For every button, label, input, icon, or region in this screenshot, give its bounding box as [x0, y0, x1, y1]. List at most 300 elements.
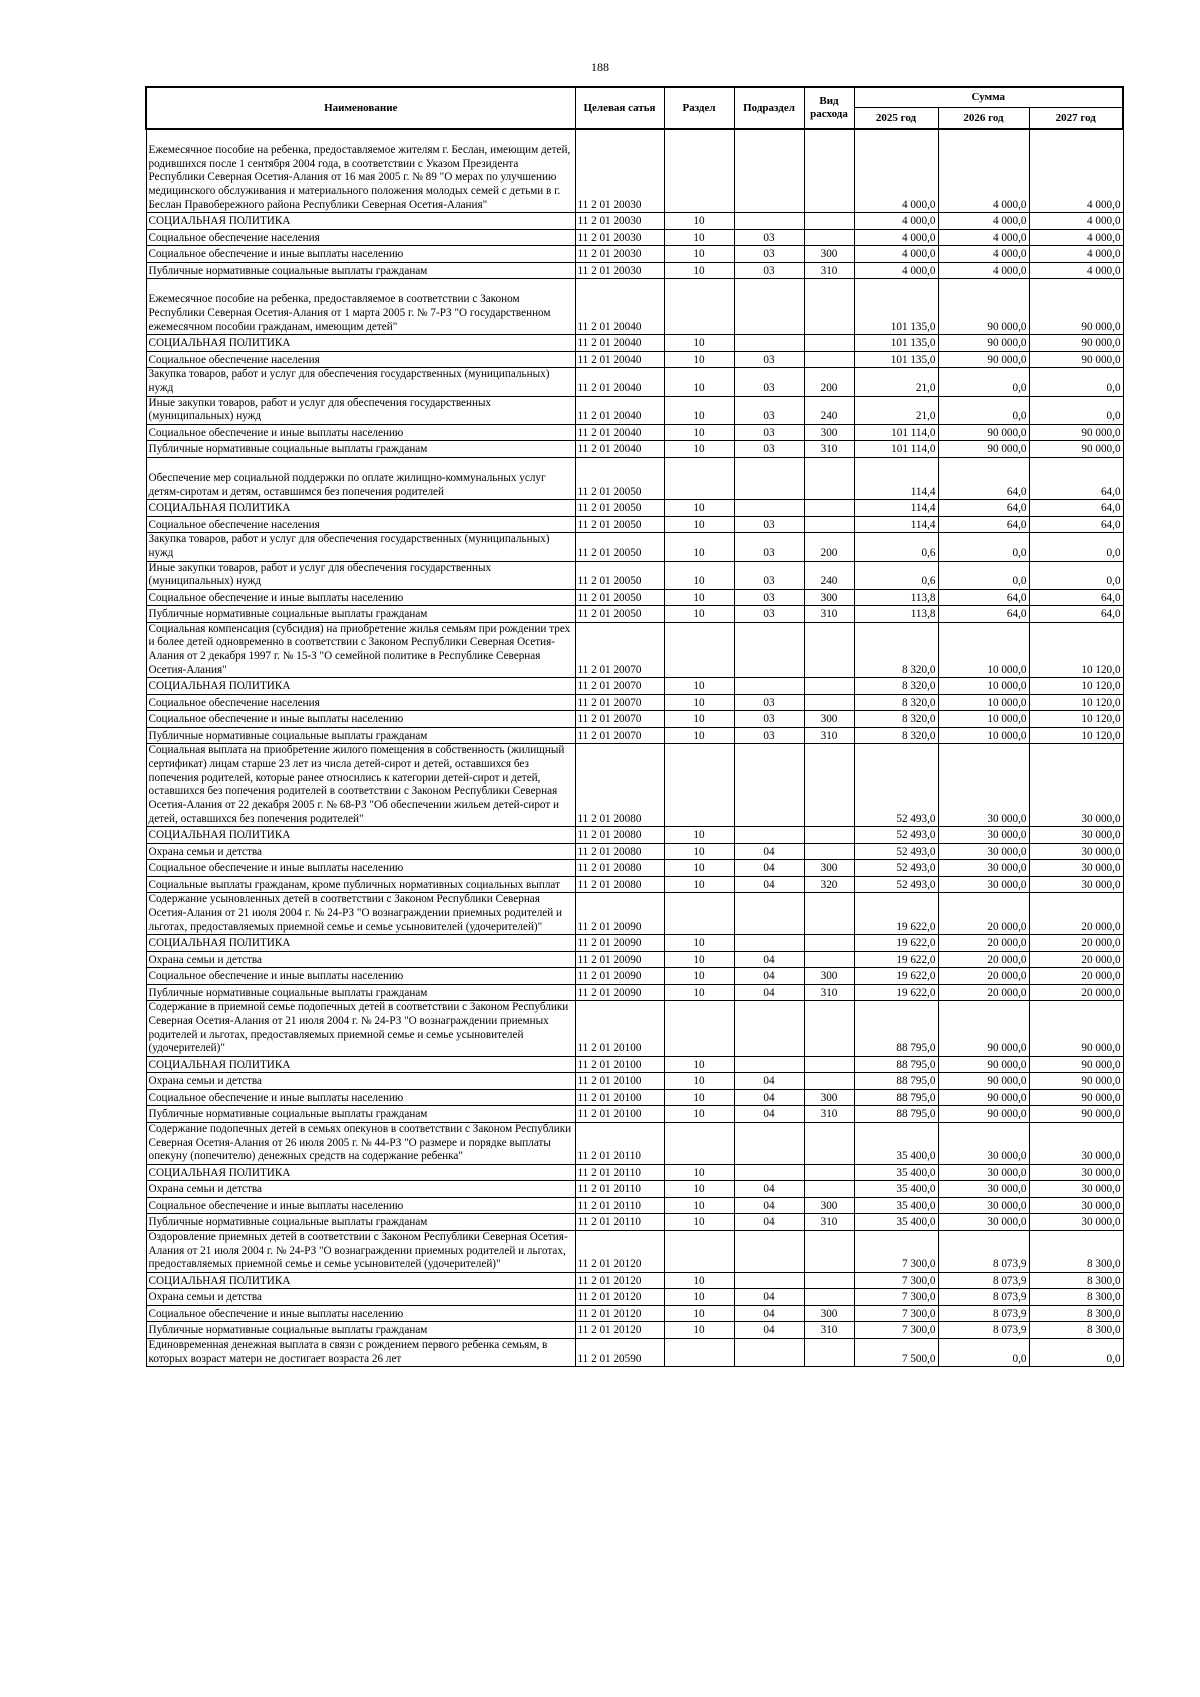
row-section: 10 — [664, 1089, 734, 1106]
row-subsection: 03 — [734, 262, 804, 279]
row-amount-2026: 4 000,0 — [938, 262, 1029, 279]
row-amount-2026: 90 000,0 — [938, 1056, 1029, 1073]
row-section: 10 — [664, 606, 734, 623]
row-target-code: 11 2 01 20100 — [575, 1089, 664, 1106]
row-section: 10 — [664, 246, 734, 263]
row-subsection — [734, 1164, 804, 1181]
row-name: Публичные нормативные социальные выплаты гражданам — [146, 606, 575, 623]
table-row — [146, 1338, 1123, 1366]
row-name: Социальное обеспечение населения — [146, 516, 575, 533]
row-expense-type: 310 — [804, 984, 854, 1001]
table-row — [146, 951, 1123, 968]
row-target-code: 11 2 01 20030 — [575, 129, 664, 213]
row-amount-2025: 35 400,0 — [854, 1197, 938, 1214]
row-expense-type: 300 — [804, 1089, 854, 1106]
row-section: 10 — [664, 516, 734, 533]
table-row — [146, 1089, 1123, 1106]
row-subsection: 04 — [734, 951, 804, 968]
row-expense-type: 300 — [804, 860, 854, 877]
table-row — [146, 860, 1123, 877]
table-row — [146, 533, 1123, 561]
row-amount-2025: 114,4 — [854, 516, 938, 533]
row-amount-2025: 52 493,0 — [854, 876, 938, 893]
row-target-code: 11 2 01 20040 — [575, 279, 664, 335]
row-target-code: 11 2 01 20030 — [575, 213, 664, 230]
row-amount-2025: 88 795,0 — [854, 1056, 938, 1073]
row-amount-2027: 64,0 — [1029, 606, 1123, 623]
row-target-code: 11 2 01 20050 — [575, 561, 664, 589]
row-expense-type — [804, 1073, 854, 1090]
table-row — [146, 229, 1123, 246]
row-name: Закупка товаров, работ и услуг для обеспечения государственных (муниципальных) нужд — [146, 533, 575, 561]
row-subsection: 03 — [734, 229, 804, 246]
row-amount-2025: 4 000,0 — [854, 229, 938, 246]
row-amount-2026: 30 000,0 — [938, 744, 1029, 827]
row-amount-2027: 20 000,0 — [1029, 951, 1123, 968]
row-expense-type: 320 — [804, 876, 854, 893]
row-amount-2027: 20 000,0 — [1029, 968, 1123, 985]
row-target-code: 11 2 01 20030 — [575, 262, 664, 279]
row-amount-2027: 30 000,0 — [1029, 1181, 1123, 1198]
row-subsection: 03 — [734, 424, 804, 441]
row-section: 10 — [664, 860, 734, 877]
row-amount-2027: 90 000,0 — [1029, 351, 1123, 368]
row-amount-2026: 10 000,0 — [938, 711, 1029, 728]
row-name: Публичные нормативные социальные выплаты гражданам — [146, 262, 575, 279]
row-target-code: 11 2 01 20090 — [575, 951, 664, 968]
row-name: Социальное обеспечение населения — [146, 229, 575, 246]
row-name: Социальная выплата на приобретение жилого помещения в собственность (жилищный сертификат) лицам старше 23 лет из числа детей-сирот и детей, оставшихся без попечения родителей, которые ранее относились к категории детей-сирот и детей, оставшихся без попечения родителей в соответствии с Законом Республики Северная Осетия-Алания от 22 декабря 2005 г. № 68-РЗ "Об обеспечении жильем детей-сирот и детей, оставшихся без попечения родителей" — [146, 744, 575, 827]
table-row — [146, 351, 1123, 368]
row-section: 10 — [664, 1106, 734, 1123]
row-target-code: 11 2 01 20080 — [575, 843, 664, 860]
row-amount-2025: 113,8 — [854, 606, 938, 623]
row-subsection: 03 — [734, 694, 804, 711]
row-name: СОЦИАЛЬНАЯ ПОЛИТИКА — [146, 500, 575, 517]
row-amount-2025: 0,6 — [854, 533, 938, 561]
row-subsection — [734, 457, 804, 499]
row-amount-2025: 7 300,0 — [854, 1305, 938, 1322]
row-amount-2027: 20 000,0 — [1029, 893, 1123, 935]
row-target-code: 11 2 01 20040 — [575, 424, 664, 441]
row-section: 10 — [664, 984, 734, 1001]
row-subsection: 03 — [734, 396, 804, 424]
row-amount-2026: 8 073,9 — [938, 1322, 1029, 1339]
row-target-code: 11 2 01 20040 — [575, 368, 664, 396]
header-year-2027: 2027 год — [1029, 108, 1123, 130]
table-row — [146, 1164, 1123, 1181]
row-expense-type — [804, 744, 854, 827]
row-expense-type: 310 — [804, 1106, 854, 1123]
row-expense-type: 310 — [804, 606, 854, 623]
row-target-code: 11 2 01 20070 — [575, 711, 664, 728]
row-expense-type — [804, 893, 854, 935]
table-row — [146, 129, 1123, 213]
row-expense-type: 310 — [804, 1214, 854, 1231]
row-amount-2025: 101 135,0 — [854, 351, 938, 368]
row-target-code: 11 2 01 20030 — [575, 246, 664, 263]
row-target-code: 11 2 01 20050 — [575, 500, 664, 517]
row-amount-2027: 30 000,0 — [1029, 827, 1123, 844]
header-expense-type: Вид расхода — [804, 87, 854, 129]
row-expense-type — [804, 335, 854, 352]
row-name: Оздоровление приемных детей в соответствии с Законом Республики Северная Осетия-Алания от 21 июля 2004 г. № 24-РЗ "О вознаграждении приемных родителей и льготах, предоставляемых приемной семье и семье усыновителей (удочерителей)" — [146, 1230, 575, 1272]
row-subsection: 03 — [734, 441, 804, 458]
row-expense-type: 300 — [804, 968, 854, 985]
row-target-code: 11 2 01 20120 — [575, 1289, 664, 1306]
header-subsection: Подраздел — [734, 87, 804, 129]
row-expense-type — [804, 843, 854, 860]
row-subsection: 04 — [734, 1214, 804, 1231]
row-amount-2027: 8 300,0 — [1029, 1322, 1123, 1339]
row-expense-type — [804, 1056, 854, 1073]
table-row — [146, 457, 1123, 499]
row-amount-2025: 7 300,0 — [854, 1272, 938, 1289]
row-amount-2026: 30 000,0 — [938, 1122, 1029, 1164]
row-target-code: 11 2 01 20050 — [575, 533, 664, 561]
row-amount-2025: 35 400,0 — [854, 1181, 938, 1198]
row-subsection: 04 — [734, 984, 804, 1001]
header-sum: Сумма — [854, 87, 1123, 108]
row-subsection — [734, 213, 804, 230]
row-amount-2027: 30 000,0 — [1029, 1164, 1123, 1181]
table-row — [146, 1289, 1123, 1306]
row-amount-2025: 8 320,0 — [854, 711, 938, 728]
row-target-code: 11 2 01 20110 — [575, 1197, 664, 1214]
row-section: 10 — [664, 441, 734, 458]
table-row — [146, 441, 1123, 458]
row-subsection: 04 — [734, 1289, 804, 1306]
row-amount-2027: 20 000,0 — [1029, 935, 1123, 952]
row-name: Социальные выплаты гражданам, кроме публичных нормативных социальных выплат — [146, 876, 575, 893]
row-expense-type — [804, 1272, 854, 1289]
row-expense-type: 310 — [804, 1322, 854, 1339]
row-name: Охрана семьи и детства — [146, 951, 575, 968]
row-name: Обеспечение мер социальной поддержки по оплате жилищно-коммунальных услуг детям-сиротам и детям, оставшимся без попечения родителей — [146, 457, 575, 499]
row-target-code: 11 2 01 20090 — [575, 935, 664, 952]
table-row — [146, 368, 1123, 396]
row-amount-2025: 4 000,0 — [854, 246, 938, 263]
row-amount-2025: 35 400,0 — [854, 1164, 938, 1181]
row-subsection: 03 — [734, 606, 804, 623]
row-expense-type: 300 — [804, 246, 854, 263]
row-amount-2025: 88 795,0 — [854, 1089, 938, 1106]
row-amount-2027: 20 000,0 — [1029, 984, 1123, 1001]
row-target-code: 11 2 01 20110 — [575, 1164, 664, 1181]
row-section: 10 — [664, 335, 734, 352]
row-section: 10 — [664, 951, 734, 968]
row-name: Содержание подопечных детей в семьях опекунов в соответствии с Законом Республики Северная Осетия-Алания от 26 июля 2005 г. № 44-РЗ "О размере и порядке выплаты опекуну (попечителю) денежных средств на содержание ребенка" — [146, 1122, 575, 1164]
row-name: Публичные нормативные социальные выплаты гражданам — [146, 727, 575, 744]
row-amount-2027: 90 000,0 — [1029, 441, 1123, 458]
row-amount-2027: 8 300,0 — [1029, 1272, 1123, 1289]
row-amount-2026: 30 000,0 — [938, 1197, 1029, 1214]
row-subsection: 04 — [734, 1305, 804, 1322]
row-amount-2026: 90 000,0 — [938, 279, 1029, 335]
row-target-code: 11 2 01 20070 — [575, 727, 664, 744]
row-section: 10 — [664, 500, 734, 517]
row-expense-type — [804, 1122, 854, 1164]
row-expense-type — [804, 213, 854, 230]
row-target-code: 11 2 01 20050 — [575, 457, 664, 499]
row-name: Публичные нормативные социальные выплаты гражданам — [146, 1322, 575, 1339]
row-section: 10 — [664, 935, 734, 952]
row-section: 10 — [664, 1164, 734, 1181]
row-amount-2027: 64,0 — [1029, 500, 1123, 517]
table-row — [146, 1322, 1123, 1339]
row-subsection: 04 — [734, 1073, 804, 1090]
row-subsection — [734, 1272, 804, 1289]
row-subsection — [734, 622, 804, 678]
row-name: СОЦИАЛЬНАЯ ПОЛИТИКА — [146, 827, 575, 844]
row-expense-type — [804, 1338, 854, 1366]
row-section — [664, 622, 734, 678]
table-row — [146, 561, 1123, 589]
row-subsection — [734, 1056, 804, 1073]
row-subsection — [734, 678, 804, 695]
row-subsection — [734, 744, 804, 827]
row-expense-type: 300 — [804, 424, 854, 441]
row-amount-2027: 0,0 — [1029, 396, 1123, 424]
row-amount-2026: 20 000,0 — [938, 968, 1029, 985]
table-row — [146, 213, 1123, 230]
row-subsection — [734, 1122, 804, 1164]
row-amount-2026: 90 000,0 — [938, 1001, 1029, 1057]
row-name: СОЦИАЛЬНАЯ ПОЛИТИКА — [146, 678, 575, 695]
row-amount-2026: 0,0 — [938, 561, 1029, 589]
row-subsection: 04 — [734, 1089, 804, 1106]
row-section — [664, 1122, 734, 1164]
row-subsection: 03 — [734, 351, 804, 368]
row-section — [664, 744, 734, 827]
row-section: 10 — [664, 1181, 734, 1198]
row-name: Социальное обеспечение населения — [146, 694, 575, 711]
row-expense-type: 310 — [804, 441, 854, 458]
row-amount-2026: 10 000,0 — [938, 694, 1029, 711]
row-expense-type: 310 — [804, 262, 854, 279]
row-amount-2027: 30 000,0 — [1029, 843, 1123, 860]
row-amount-2027: 10 120,0 — [1029, 727, 1123, 744]
row-amount-2026: 90 000,0 — [938, 441, 1029, 458]
table-row — [146, 246, 1123, 263]
row-name: СОЦИАЛЬНАЯ ПОЛИТИКА — [146, 335, 575, 352]
row-amount-2027: 90 000,0 — [1029, 1001, 1123, 1057]
row-amount-2025: 4 000,0 — [854, 262, 938, 279]
table-row — [146, 1214, 1123, 1231]
row-expense-type: 300 — [804, 1197, 854, 1214]
table-row — [146, 424, 1123, 441]
table-header — [146, 87, 1123, 129]
row-amount-2026: 20 000,0 — [938, 935, 1029, 952]
table-row — [146, 1073, 1123, 1090]
row-amount-2025: 4 000,0 — [854, 213, 938, 230]
row-section: 10 — [664, 1073, 734, 1090]
row-amount-2026: 8 073,9 — [938, 1305, 1029, 1322]
table-row — [146, 335, 1123, 352]
row-amount-2026: 64,0 — [938, 516, 1029, 533]
row-amount-2026: 20 000,0 — [938, 984, 1029, 1001]
row-expense-type — [804, 678, 854, 695]
row-subsection — [734, 893, 804, 935]
row-target-code: 11 2 01 20070 — [575, 694, 664, 711]
row-target-code: 11 2 01 20120 — [575, 1272, 664, 1289]
table-row — [146, 935, 1123, 952]
row-name: Публичные нормативные социальные выплаты гражданам — [146, 984, 575, 1001]
row-target-code: 11 2 01 20100 — [575, 1056, 664, 1073]
row-subsection: 04 — [734, 968, 804, 985]
row-name: Социальная компенсация (субсидия) на приобретение жилья семьям при рождении трех и более детей одновременно в соответствии с Законом Республики Северная Осетия-Алания от 2 декабря 1997 г. № 15-З "О семейной политике в Республике Северная Осетия-Алания" — [146, 622, 575, 678]
table-body — [146, 129, 1123, 1367]
row-amount-2025: 19 622,0 — [854, 984, 938, 1001]
row-target-code: 11 2 01 20040 — [575, 335, 664, 352]
row-amount-2025: 101 114,0 — [854, 424, 938, 441]
row-amount-2027: 30 000,0 — [1029, 860, 1123, 877]
table-row — [146, 893, 1123, 935]
row-name: СОЦИАЛЬНАЯ ПОЛИТИКА — [146, 1272, 575, 1289]
row-amount-2025: 52 493,0 — [854, 843, 938, 860]
header-code: Целевая сатья — [575, 87, 664, 129]
row-amount-2025: 8 320,0 — [854, 727, 938, 744]
row-subsection: 03 — [734, 561, 804, 589]
row-name: Охрана семьи и детства — [146, 1073, 575, 1090]
row-subsection: 04 — [734, 843, 804, 860]
row-amount-2025: 19 622,0 — [854, 951, 938, 968]
row-expense-type — [804, 500, 854, 517]
row-amount-2027: 90 000,0 — [1029, 1089, 1123, 1106]
row-expense-type — [804, 1164, 854, 1181]
row-target-code: 11 2 01 20120 — [575, 1322, 664, 1339]
row-amount-2026: 90 000,0 — [938, 335, 1029, 352]
row-target-code: 11 2 01 20590 — [575, 1338, 664, 1366]
row-section: 10 — [664, 968, 734, 985]
row-amount-2026: 30 000,0 — [938, 843, 1029, 860]
header-name: Наименование — [146, 87, 575, 129]
row-target-code: 11 2 01 20100 — [575, 1073, 664, 1090]
row-amount-2026: 30 000,0 — [938, 1164, 1029, 1181]
row-amount-2027: 30 000,0 — [1029, 744, 1123, 827]
table-row — [146, 843, 1123, 860]
row-expense-type: 300 — [804, 589, 854, 606]
row-name: СОЦИАЛЬНАЯ ПОЛИТИКА — [146, 1056, 575, 1073]
row-subsection — [734, 1338, 804, 1366]
row-amount-2026: 0,0 — [938, 533, 1029, 561]
row-subsection: 04 — [734, 876, 804, 893]
row-section: 10 — [664, 827, 734, 844]
row-target-code: 11 2 01 20070 — [575, 622, 664, 678]
row-amount-2027: 90 000,0 — [1029, 1056, 1123, 1073]
row-section: 10 — [664, 589, 734, 606]
row-amount-2027: 0,0 — [1029, 533, 1123, 561]
row-amount-2025: 101 114,0 — [854, 441, 938, 458]
row-amount-2027: 10 120,0 — [1029, 711, 1123, 728]
row-amount-2026: 90 000,0 — [938, 1106, 1029, 1123]
table-row — [146, 1001, 1123, 1057]
row-amount-2025: 52 493,0 — [854, 860, 938, 877]
row-amount-2026: 64,0 — [938, 500, 1029, 517]
row-name: Содержание усыновленных детей в соответствии с Законом Республики Северная Осетия-Алания от 21 июля 2004 г. № 24-РЗ "О вознаграждении приемных родителей и льготах, предоставляемых приемной семье и семье усыновителей (удочерителей)" — [146, 893, 575, 935]
row-amount-2025: 101 135,0 — [854, 335, 938, 352]
row-name: Социальное обеспечение и иные выплаты населению — [146, 711, 575, 728]
row-amount-2027: 4 000,0 — [1029, 262, 1123, 279]
row-name: Единовременная денежная выплата в связи с рождением первого ребенка семьям, в которых возраст матери не достигает возраста 26 лет — [146, 1338, 575, 1366]
table-row — [146, 678, 1123, 695]
row-section: 10 — [664, 1289, 734, 1306]
row-section: 10 — [664, 229, 734, 246]
row-amount-2027: 0,0 — [1029, 1338, 1123, 1366]
row-amount-2025: 8 320,0 — [854, 678, 938, 695]
row-target-code: 11 2 01 20040 — [575, 351, 664, 368]
row-amount-2027: 8 300,0 — [1029, 1289, 1123, 1306]
row-expense-type — [804, 1230, 854, 1272]
table-row — [146, 516, 1123, 533]
row-expense-type: 240 — [804, 561, 854, 589]
row-target-code: 11 2 01 20050 — [575, 589, 664, 606]
row-subsection — [734, 1001, 804, 1057]
row-amount-2026: 10 000,0 — [938, 622, 1029, 678]
row-amount-2026: 8 073,9 — [938, 1272, 1029, 1289]
header-year-2025: 2025 год — [854, 108, 938, 130]
table-row — [146, 727, 1123, 744]
row-expense-type — [804, 694, 854, 711]
row-expense-type: 300 — [804, 711, 854, 728]
row-expense-type — [804, 129, 854, 213]
row-amount-2026: 20 000,0 — [938, 893, 1029, 935]
budget-table — [145, 86, 1124, 1367]
row-amount-2027: 64,0 — [1029, 516, 1123, 533]
row-amount-2025: 7 300,0 — [854, 1322, 938, 1339]
table-row — [146, 1056, 1123, 1073]
row-amount-2025: 7 300,0 — [854, 1289, 938, 1306]
row-name: Публичные нормативные социальные выплаты гражданам — [146, 1214, 575, 1231]
row-target-code: 11 2 01 20080 — [575, 744, 664, 827]
row-amount-2027: 10 120,0 — [1029, 678, 1123, 695]
row-amount-2027: 10 120,0 — [1029, 622, 1123, 678]
row-expense-type — [804, 516, 854, 533]
row-target-code: 11 2 01 20040 — [575, 441, 664, 458]
row-amount-2027: 30 000,0 — [1029, 1214, 1123, 1231]
row-amount-2027: 4 000,0 — [1029, 246, 1123, 263]
row-name: Охрана семьи и детства — [146, 1289, 575, 1306]
table-row — [146, 1181, 1123, 1198]
table-row — [146, 1230, 1123, 1272]
row-amount-2025: 113,8 — [854, 589, 938, 606]
row-subsection: 03 — [734, 589, 804, 606]
row-amount-2026: 4 000,0 — [938, 246, 1029, 263]
table-row — [146, 1197, 1123, 1214]
row-section: 10 — [664, 1197, 734, 1214]
row-amount-2026: 0,0 — [938, 396, 1029, 424]
row-section: 10 — [664, 876, 734, 893]
table-row — [146, 622, 1123, 678]
row-section — [664, 893, 734, 935]
row-subsection: 03 — [734, 516, 804, 533]
row-name: Иные закупки товаров, работ и услуг для обеспечения государственных (муниципальных) нужд — [146, 396, 575, 424]
row-amount-2025: 52 493,0 — [854, 827, 938, 844]
row-expense-type — [804, 229, 854, 246]
row-amount-2027: 90 000,0 — [1029, 424, 1123, 441]
row-subsection — [734, 129, 804, 213]
row-amount-2027: 4 000,0 — [1029, 213, 1123, 230]
row-expense-type: 310 — [804, 727, 854, 744]
row-target-code: 11 2 01 20080 — [575, 860, 664, 877]
row-amount-2027: 0,0 — [1029, 561, 1123, 589]
row-section — [664, 457, 734, 499]
row-amount-2026: 64,0 — [938, 589, 1029, 606]
row-section — [664, 1001, 734, 1057]
row-amount-2026: 30 000,0 — [938, 1214, 1029, 1231]
row-section: 10 — [664, 1305, 734, 1322]
row-target-code: 11 2 01 20080 — [575, 876, 664, 893]
